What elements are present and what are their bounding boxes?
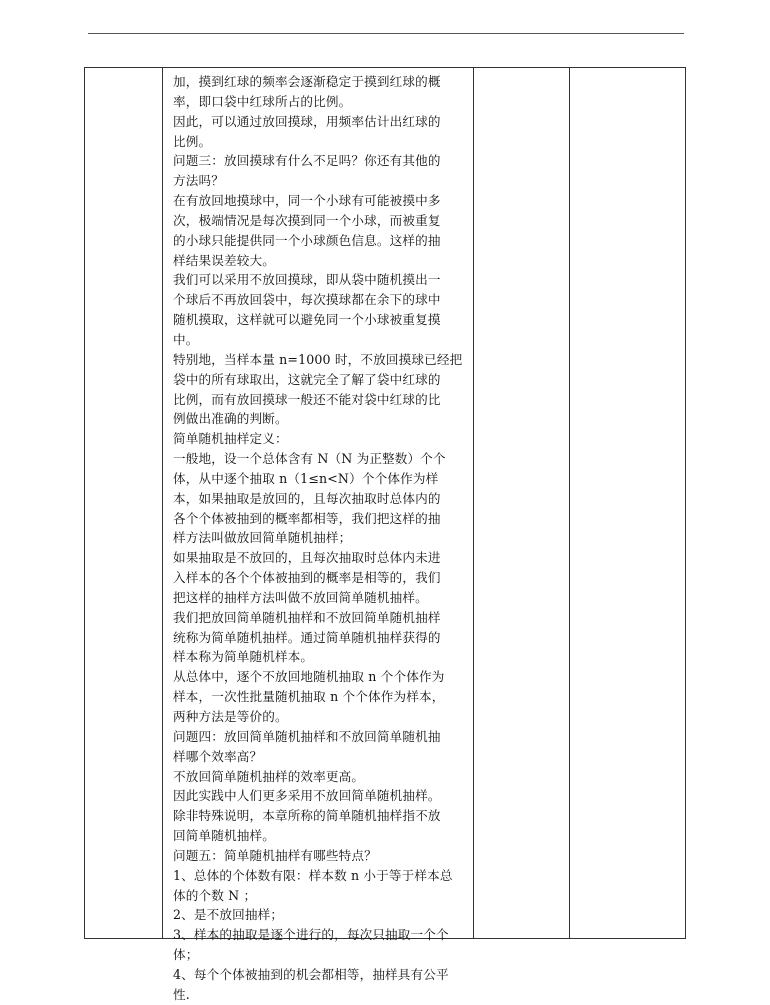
teaching-process-cell [173, 72, 477, 1005]
text-line: 各个个体被抽到的概率都相等，我们把这样的抽 [173, 510, 441, 526]
text-line: 一般地，设一个总体含有 N（N 为正整数）个个 [173, 451, 446, 467]
text-line: 1、总体的个体数有限：样本数 n 小于等于样本总 [173, 867, 453, 883]
column-divider-3 [569, 68, 570, 938]
text-line: 不放回简单随机抽样的效率更高。 [173, 768, 365, 784]
text-line: 问题五：简单随机抽样有哪些特点？ [173, 847, 377, 863]
text-line: 性. [173, 986, 190, 1002]
text-line: 次，极端情况是每次摸到同一个小球，而被重复 [173, 212, 441, 228]
text-line: 的小球只能提供同一个小球颜色信息。这样的抽 [173, 232, 441, 248]
text-line: 在有放回地摸球中，同一个小球有可能被摸中多 [173, 193, 441, 209]
lesson-table [84, 67, 686, 1002]
text-line: 体； [173, 947, 199, 963]
text-line: 统称为简单随机抽样。通过简单随机抽样获得的 [173, 629, 441, 645]
text-line: 样本，一次性批量随机抽取 n 个个体作为样本， [173, 689, 445, 705]
text-line: 我们可以采用不放回摸球，即从袋中随机摸出一 [173, 272, 441, 288]
text-line: 因此，可以通过放回摸球，用频率估计出红球的 [173, 113, 441, 129]
text-line: 本，如果抽取是放回的，且每次抽取时总体内的 [173, 490, 441, 506]
text-line: 样方法叫做放回简单随机抽样； [173, 530, 352, 546]
text-line: 因此实践中人们更多采用不放回简单随机抽样。 [173, 788, 441, 804]
text-line: 样结果误差较大。 [173, 252, 275, 268]
text-line: 体，从中逐个抽取 n（1≤n<N）个个体作为样 [173, 470, 439, 486]
text-line: 两种方法是等价的。 [173, 709, 288, 724]
text-line: 4、每个个体被抽到的机会都相等，抽样具有公平 [173, 966, 449, 982]
text-line: 比例，而有放回摸球一般还不能对袋中红球的比 [173, 391, 441, 407]
text-line: 如果抽取是不放回的，且每次抽取时总体内未进 [173, 550, 441, 566]
text-line: 我们把放回简单随机抽样和不放回简单随机抽样 [173, 609, 441, 625]
text-line: 加，摸到红球的频率会逐渐稳定于摸到红球的概 [173, 74, 441, 89]
column-divider-1 [162, 68, 163, 938]
text-line: 除非特殊说明，本章所称的简单随机抽样指不放 [173, 808, 441, 824]
text-line: 问题四：放回简单随机抽样和不放回简单随机抽 [173, 728, 441, 744]
text-line: 袋中的所有球取出，这就完全了解了袋中红球的 [173, 371, 441, 387]
text-line: 入样本的各个个体被抽到的概率是相等的，我们 [173, 570, 441, 586]
text-line: 特别地，当样本量 n=1000 时，不放回摸球已经把 [173, 351, 463, 367]
text-line: 例做出准确的判断。 [173, 411, 288, 427]
text-line: 2、是不放回抽样； [173, 907, 284, 923]
text-line: 从总体中，逐个不放回地随机抽取 n 个个体作为 [173, 669, 445, 685]
text-line: 简单随机抽样定义： [173, 431, 288, 447]
text-line: 方法吗？ [173, 173, 224, 189]
text-line: 样哪个效率高？ [173, 748, 263, 764]
text-line: 随机摸取，这样就可以避免同一个小球被重复摸 [173, 312, 441, 328]
text-line: 体的个数 N ； [173, 887, 257, 903]
text-line: 中。 [173, 331, 199, 347]
text-line: 样本称为简单随机样本。 [173, 649, 314, 665]
text-line: 比例。 [173, 133, 212, 149]
text-line: 率，即口袋中红球所占的比例。 [173, 93, 352, 109]
text-line: 3、样本的抽取是逐个进行的，每次只抽取一个个 [173, 927, 449, 943]
text-line: 把这样的抽样方法叫做不放回简单随机抽样。 [173, 589, 428, 605]
text-line: 问题三：放回摸球有什么不足吗？你还有其他的 [173, 153, 441, 169]
header-rule [88, 33, 684, 34]
text-line: 个球后不再放回袋中，每次摸球都在余下的球中 [173, 292, 441, 308]
text-line: 回简单随机抽样。 [173, 828, 275, 844]
